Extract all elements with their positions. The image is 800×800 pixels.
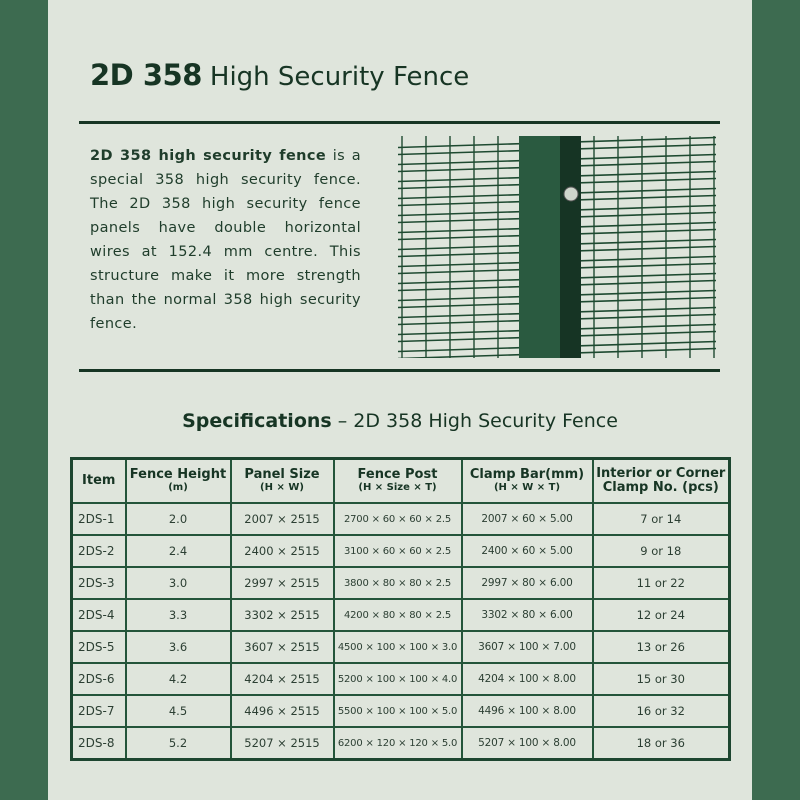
table-cell-clamp: 2997 × 80 × 6.00 — [462, 567, 593, 599]
page-title-bold: 2D 358 — [90, 58, 202, 92]
table-cell-item: 2DS-6 — [72, 663, 126, 695]
table-cell-clamp: 3607 × 100 × 7.00 — [462, 631, 593, 663]
column-header — [231, 459, 334, 504]
table-cell-count: 13 or 26 — [593, 631, 730, 663]
table-cell-height: 3.6 — [126, 631, 231, 663]
table-row — [72, 695, 730, 727]
table-cell-item: 2DS-5 — [72, 631, 126, 663]
top-divider — [79, 121, 720, 124]
table-row — [72, 535, 730, 567]
column-header-label: Clamp Bar(mm) — [469, 467, 585, 482]
column-header — [462, 459, 593, 504]
intro-text: is a special 358 high security fence. The 2D 358 high security fence panels have double horizontal wires at 152.4 mm centre. This structure make it more strength than the normal 358 high security fence. — [90, 148, 362, 332]
table-cell-count: 7 or 14 — [593, 503, 730, 535]
bottom-divider — [79, 369, 720, 372]
table-cell-clamp: 5207 × 100 × 8.00 — [462, 727, 593, 760]
table-cell-height: 2.0 — [126, 503, 231, 535]
table-cell-count: 15 or 30 — [593, 663, 730, 695]
table-cell-panel: 2400 × 2515 — [231, 535, 334, 567]
table-cell-count: 11 or 22 — [593, 567, 730, 599]
column-header-unit: (m) — [168, 482, 188, 493]
table-cell-panel: 4204 × 2515 — [231, 663, 334, 695]
column-header-label: Item — [82, 473, 116, 488]
column-header-label: Fence Post — [357, 467, 438, 482]
table-cell-panel: 3607 × 2515 — [231, 631, 334, 663]
column-header-label: Interior or Corner Clamp No. (pcs) — [596, 466, 726, 495]
table-row — [72, 663, 730, 695]
table-cell-post: 5500 × 100 × 100 × 5.0 — [334, 695, 462, 727]
column-header-unit: (H × Size × T) — [358, 482, 437, 493]
table-cell-clamp: 2400 × 60 × 5.00 — [462, 535, 593, 567]
table-row — [72, 631, 730, 663]
table-cell-clamp: 2007 × 60 × 5.00 — [462, 503, 593, 535]
table-cell-item: 2DS-8 — [72, 727, 126, 760]
table-cell-item: 2DS-4 — [72, 599, 126, 631]
page-title — [90, 58, 469, 92]
specifications-title — [48, 410, 752, 432]
table-cell-item: 2DS-2 — [72, 535, 126, 567]
table-cell-height: 5.2 — [126, 727, 231, 760]
column-header-label: Panel Size — [244, 467, 320, 482]
column-header-unit: (H × W) — [260, 482, 304, 493]
table-cell-post: 4200 × 80 × 80 × 2.5 — [334, 599, 462, 631]
table-cell-height: 3.3 — [126, 599, 231, 631]
table-cell-post: 6200 × 120 × 120 × 5.0 — [334, 727, 462, 760]
table-row — [72, 567, 730, 599]
table-cell-post: 4500 × 100 × 100 × 3.0 — [334, 631, 462, 663]
table-cell-item: 2DS-1 — [72, 503, 126, 535]
column-header — [334, 459, 462, 504]
table-cell-panel: 4496 × 2515 — [231, 695, 334, 727]
post-bolt — [564, 187, 578, 201]
table-cell-count: 12 or 24 — [593, 599, 730, 631]
table-cell-count: 18 or 36 — [593, 727, 730, 760]
specifications-table — [70, 457, 731, 761]
table-cell-clamp: 3302 × 80 × 6.00 — [462, 599, 593, 631]
specifications-title-rest: – 2D 358 High Security Fence — [331, 410, 618, 432]
table-row — [72, 599, 730, 631]
table-cell-height: 4.2 — [126, 663, 231, 695]
table-cell-panel: 2997 × 2515 — [231, 567, 334, 599]
table-cell-item: 2DS-3 — [72, 567, 126, 599]
table-body — [72, 503, 730, 760]
table-cell-height: 4.5 — [126, 695, 231, 727]
table-cell-panel: 5207 × 2515 — [231, 727, 334, 760]
table-cell-height: 3.0 — [126, 567, 231, 599]
table-cell-clamp: 4204 × 100 × 8.00 — [462, 663, 593, 695]
fence-panel-photo-icon — [398, 136, 716, 358]
table-cell-item: 2DS-7 — [72, 695, 126, 727]
column-header — [72, 459, 126, 504]
table-cell-post: 2700 × 60 × 60 × 2.5 — [334, 503, 462, 535]
table-cell-count: 9 or 18 — [593, 535, 730, 567]
intro-paragraph — [90, 144, 361, 336]
intro-lead: 2D 358 high security fence — [90, 148, 327, 164]
table-cell-count: 16 or 32 — [593, 695, 730, 727]
table-cell-clamp: 4496 × 100 × 8.00 — [462, 695, 593, 727]
page-panel — [48, 0, 752, 800]
column-header — [593, 459, 730, 504]
table-cell-height: 2.4 — [126, 535, 231, 567]
column-header-unit: (H × W × T) — [493, 482, 561, 493]
specifications-title-bold: Specifications — [182, 410, 332, 432]
table-header-row — [72, 459, 730, 504]
table-cell-panel: 2007 × 2515 — [231, 503, 334, 535]
table-row — [72, 503, 730, 535]
table-cell-post: 3800 × 80 × 80 × 2.5 — [334, 567, 462, 599]
table-cell-post: 3100 × 60 × 60 × 2.5 — [334, 535, 462, 567]
table-cell-post: 5200 × 100 × 100 × 4.0 — [334, 663, 462, 695]
column-header-label: Fence Height — [129, 467, 227, 482]
table-cell-panel: 3302 × 2515 — [231, 599, 334, 631]
column-header — [126, 459, 231, 504]
table-row — [72, 727, 730, 760]
page-title-rest: High Security Fence — [209, 62, 470, 92]
